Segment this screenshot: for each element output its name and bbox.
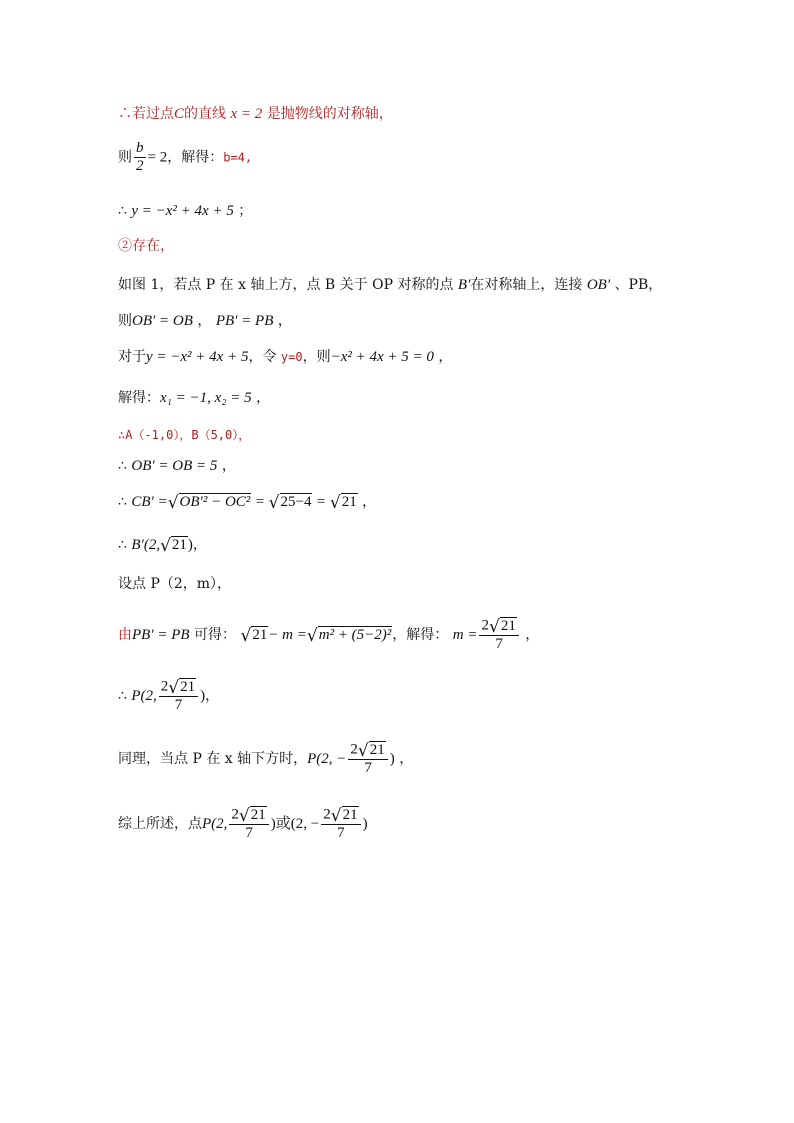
eq-minus-m: − m = xyxy=(268,627,307,643)
text-set-p: 设点 P（2，m）， xyxy=(118,576,232,592)
close-paren: ) xyxy=(200,688,206,704)
sqrt-21 xyxy=(489,617,517,635)
fraction-2sqrt21-over-7 xyxy=(479,617,518,653)
numerator: b xyxy=(136,140,144,156)
text-post: ， xyxy=(438,349,453,365)
text-pre: 如图 1，若点 P 在 x 轴上方，点 B 关于 OP 对称的点 xyxy=(118,277,454,293)
text-obtain: 可得： xyxy=(194,627,237,643)
eq-pb: PB′ = PB xyxy=(215,313,274,329)
text-post: ， xyxy=(205,688,220,704)
radicand: 21 xyxy=(500,618,516,634)
denominator: 7 xyxy=(364,760,372,776)
radical-sign: √ xyxy=(167,493,179,513)
numerator xyxy=(321,806,360,825)
line-solve-m xyxy=(118,617,539,653)
eq-parabola: y = −x² + 4x + 5 xyxy=(131,203,234,219)
var-b-prime: B′ xyxy=(457,277,471,293)
fraction-2sqrt21-over-7 xyxy=(348,741,387,777)
radicand: 21 xyxy=(341,494,357,510)
sqrt-21 xyxy=(240,626,268,644)
denominator: 7 xyxy=(337,825,345,841)
therefore-symbol: ∴ xyxy=(118,688,127,704)
radical-sign: √ xyxy=(240,626,252,646)
line-roots xyxy=(118,388,270,408)
radical-sign: √ xyxy=(268,493,280,513)
radical-sign: √ xyxy=(238,806,250,826)
sqrt-21 xyxy=(358,741,386,759)
text-exists: ②存在， xyxy=(118,238,174,254)
line-ob-5 xyxy=(118,456,236,476)
text-pre: 由 xyxy=(118,627,132,643)
radical-sign: √ xyxy=(488,617,500,637)
radicand: 21 xyxy=(171,537,187,553)
radicand: OB′² − OC² xyxy=(179,494,251,510)
text-post: ， xyxy=(221,458,236,474)
coef: 2 xyxy=(350,741,358,758)
text-then: ，则 xyxy=(302,349,331,365)
equals: = xyxy=(255,494,265,510)
line-b-equation xyxy=(118,140,252,175)
radical-sign: √ xyxy=(306,626,318,646)
numerator xyxy=(348,741,387,760)
fraction-b-over-2 xyxy=(134,140,146,175)
eq-parabola: y = −x² + 4x + 5 xyxy=(146,349,249,365)
radical-sign: √ xyxy=(357,741,369,761)
separator: ， xyxy=(197,313,212,329)
eq-x2: x = 2 xyxy=(230,106,263,122)
therefore-symbol: ∴ xyxy=(118,537,127,553)
sqrt-21 xyxy=(331,806,359,824)
text-post: ， xyxy=(399,751,414,767)
line-summary xyxy=(118,806,368,842)
sqrt-21 xyxy=(160,536,188,554)
close-paren: ) xyxy=(187,537,193,553)
eq-p: P(2, xyxy=(131,688,157,704)
text-post: ， xyxy=(256,390,271,406)
denominator: 2 xyxy=(136,158,144,174)
radicand: 21 xyxy=(252,627,268,643)
text-or: )或(2, − xyxy=(270,816,320,832)
text-post: ， xyxy=(192,537,207,553)
therefore-symbol: ∴ xyxy=(118,203,127,219)
line-axis-statement xyxy=(118,104,393,124)
eq-m: m = xyxy=(452,627,478,643)
text-pre: 则 xyxy=(118,313,132,329)
value-y0: y=0 xyxy=(280,350,303,364)
radical-sign: √ xyxy=(160,536,171,556)
text-pre: 对于 xyxy=(118,349,146,365)
radical-sign: √ xyxy=(168,678,180,698)
text-post: ， xyxy=(525,627,540,643)
text-pre: 同理，当点 P 在 x 轴下方时， xyxy=(118,751,308,767)
numerator xyxy=(159,678,198,697)
text-pre: 解得： xyxy=(118,390,160,406)
sqrt-21 xyxy=(330,493,358,511)
line-equal-segments xyxy=(118,311,292,331)
radicand: 25−4 xyxy=(280,494,312,510)
therefore-symbol: ∴ xyxy=(118,494,127,510)
radicand: m² + (5−2)² xyxy=(318,627,392,643)
denominator: 7 xyxy=(174,697,183,713)
coef: 2 xyxy=(231,806,239,823)
eq-p: P(2, − xyxy=(307,751,347,767)
line-figure1 xyxy=(118,275,662,295)
line-cb xyxy=(118,492,376,512)
eq-ob5: OB′ = OB = 5 xyxy=(131,458,218,474)
radicand: 21 xyxy=(342,807,358,823)
equals: = xyxy=(316,494,326,510)
var-ob-prime: OB′ xyxy=(586,277,611,293)
text-pre: ∴若过点 xyxy=(118,106,174,122)
text-points: ∴A（-1,0），B（5,0）， xyxy=(118,428,251,442)
var-c: C xyxy=(174,106,185,122)
text-let: ，令 xyxy=(248,349,277,365)
value-b4: b=4, xyxy=(223,150,253,165)
text-mid: 在对称轴上，连接 xyxy=(470,277,583,293)
coef: 2 xyxy=(481,617,489,634)
eq-ob: OB′ = OB xyxy=(132,313,193,329)
line-p-coords xyxy=(118,678,219,714)
eq-pb: PB′ = PB xyxy=(132,627,190,643)
therefore-symbol: ∴ xyxy=(118,458,127,474)
fraction-2sqrt21-over-7 xyxy=(159,678,198,714)
radicand: 21 xyxy=(369,742,385,758)
line-set-p xyxy=(118,574,231,594)
text-solve: ，解得： xyxy=(167,149,224,166)
sqrt-21 xyxy=(239,806,267,824)
fraction-2sqrt21-over-7 xyxy=(229,806,268,842)
denominator: 7 xyxy=(495,636,503,652)
line-points-ab xyxy=(118,425,250,445)
text-post: 是抛物线的对称轴， xyxy=(266,106,393,122)
eq-2: = 2 xyxy=(147,149,168,166)
text-pre: 综上所述，点 xyxy=(118,816,202,832)
text-post: ， xyxy=(362,494,377,510)
coef: 2 xyxy=(160,678,169,695)
line-parabola xyxy=(118,201,252,221)
denominator: 7 xyxy=(245,825,253,841)
numerator xyxy=(479,617,518,636)
text-mid: 的直线 xyxy=(184,106,227,122)
radicand: 21 xyxy=(250,807,266,823)
radical-sign: √ xyxy=(329,493,341,513)
line-exists xyxy=(118,236,174,256)
radical-sign: √ xyxy=(330,806,342,826)
text-post: ， xyxy=(277,313,292,329)
eq-quadratic: −x² + 4x + 5 = 0 xyxy=(330,349,434,365)
eq-cb-lhs: CB′ = xyxy=(131,494,168,510)
line-p-below xyxy=(118,741,413,777)
sqrt-m-squared xyxy=(307,626,392,644)
sqrt-25-4 xyxy=(269,493,313,511)
text-pre: 则 xyxy=(118,149,132,166)
text-post: 、PB， xyxy=(614,277,663,293)
text-post: ； xyxy=(238,203,253,219)
fraction-neg-2sqrt21-over-7 xyxy=(321,806,360,842)
sqrt-ob-oc xyxy=(168,493,252,511)
radicand: 21 xyxy=(180,679,196,695)
numerator xyxy=(229,806,268,825)
eq-bprime: B′(2, xyxy=(131,537,161,553)
text-solve: ，解得： xyxy=(392,627,449,643)
line-for-parabola xyxy=(118,347,452,367)
eq-roots: x₁ = −1, x₂ = 5 xyxy=(160,390,252,406)
sqrt-21 xyxy=(168,678,196,696)
eq-p: P(2, xyxy=(202,816,228,832)
line-b-prime-coords xyxy=(118,535,207,555)
coef: 2 xyxy=(323,806,331,823)
close-paren: ) xyxy=(362,816,368,832)
close-paren: ) xyxy=(389,751,395,767)
